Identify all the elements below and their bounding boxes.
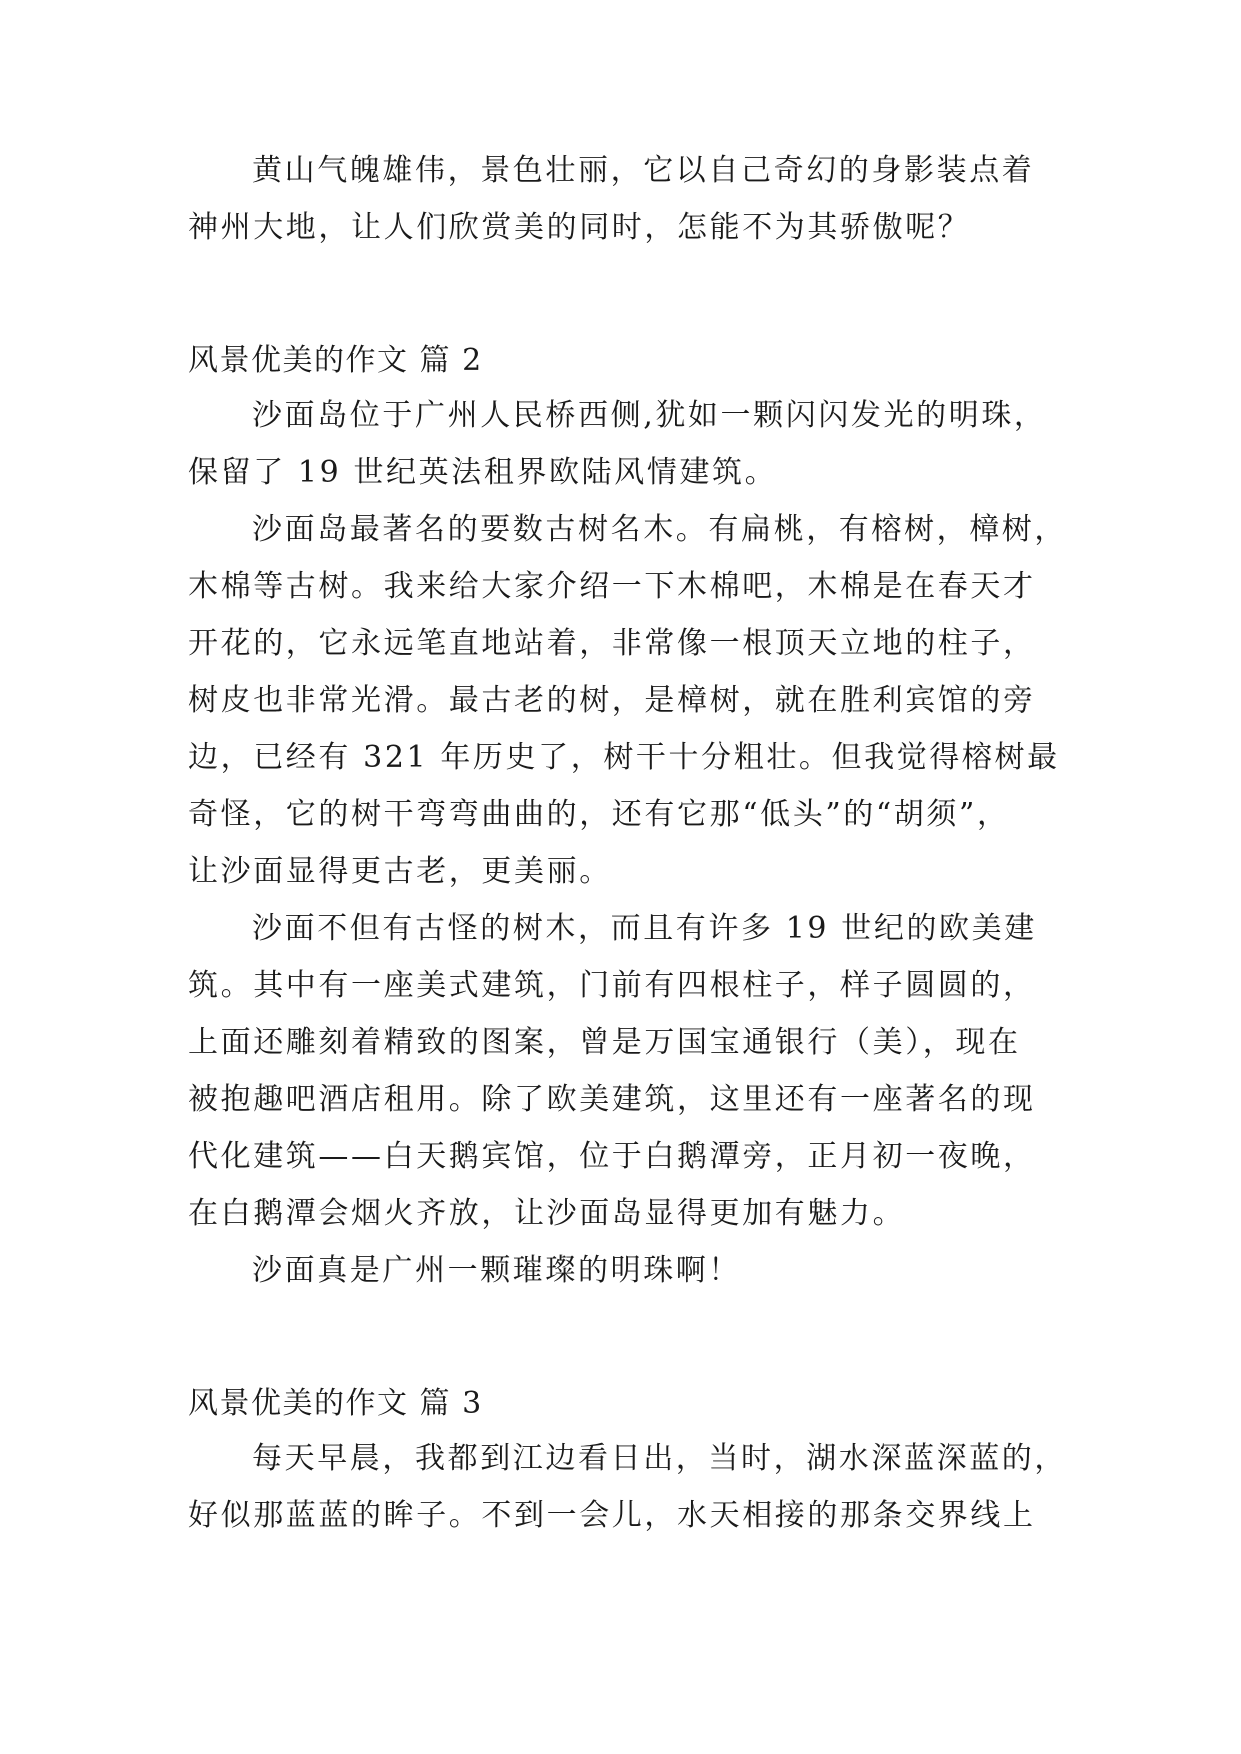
paragraph-line: 黄山气魄雄伟，景色壮丽，它以自己奇幻的身影装点着 [252, 153, 1035, 188]
paragraph-line: 木棉等古树。我来给大家介绍一下木棉吧，木棉是在春天才 [188, 569, 1036, 604]
paragraph-line: 树皮也非常光滑。最古老的树，是樟树，就在胜利宾馆的旁 [188, 683, 1036, 718]
paragraph-line: 在白鹅潭会烟火齐放，让沙面岛显得更加有魅力。 [188, 1196, 906, 1231]
paragraph-line: 每天早晨，我都到江边看日出，当时，湖水深蓝深蓝的， [252, 1441, 1067, 1476]
paragraph-line: 筑。其中有一座美式建筑，门前有四根柱子，样子圆圆的， [188, 968, 1036, 1003]
paragraph-line: 沙面岛位于广州人民桥西侧,犹如一颗闪闪发光的明珠， [252, 398, 1047, 433]
section-heading: 风景优美的作文 篇 2 [188, 343, 483, 378]
paragraph-line: 上面还雕刻着精致的图案，曾是万国宝通银行（美），现在 [188, 1025, 1021, 1060]
paragraph-line: 边，已经有 321 年历史了，树干十分粗壮。但我觉得榕树最 [188, 740, 1060, 775]
paragraph-line: 神州大地，让人们欣赏美的同时，怎能不为其骄傲呢？ [188, 210, 971, 245]
paragraph-line: 沙面不但有古怪的树木，而且有许多 19 世纪的欧美建 [252, 911, 1037, 946]
paragraph-line: 好似那蓝蓝的眸子。不到一会儿，水天相接的那条交界线上 [188, 1498, 1036, 1533]
paragraph-line: 沙面真是广州一颗璀璨的明珠啊！ [252, 1253, 741, 1288]
paragraph-line: 奇怪，它的树干弯弯曲曲的，还有它那“低头”的“胡须”， [188, 797, 1010, 832]
paragraph-line: 沙面岛最著名的要数古树名木。有扁桃，有榕树，樟树， [252, 512, 1067, 547]
paragraph-line: 代化建筑——白天鹅宾馆，位于白鹅潭旁，正月初一夜晚， [188, 1139, 1036, 1174]
paragraph-line: 开花的，它永远笔直地站着，非常像一根顶天立地的柱子， [188, 626, 1036, 661]
section-heading: 风景优美的作文 篇 3 [188, 1386, 483, 1421]
paragraph-line: 被抱趣吧酒店租用。除了欧美建筑，这里还有一座著名的现 [188, 1082, 1036, 1117]
paragraph-line: 让沙面显得更古老，更美丽。 [188, 854, 612, 889]
paragraph-line: 保留了 19 世纪英法租界欧陆风情建筑。 [188, 455, 778, 490]
